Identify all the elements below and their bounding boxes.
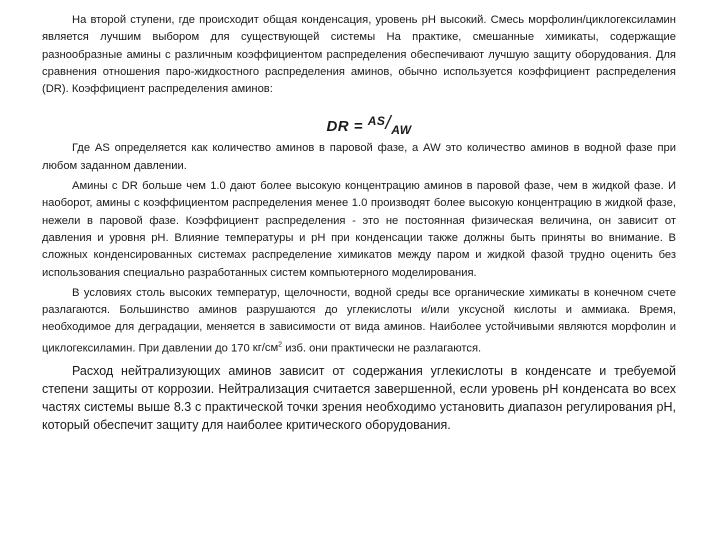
paragraph-definitions: Где AS определяется как количество аминов в паровой фазе, а AW это количество аминов в водной фазе при любом заданном давлении. <box>42 142 676 172</box>
paragraph-degradation-end: изб. они практически не разлагаются. <box>285 342 482 355</box>
paragraph-degradation <box>42 285 676 358</box>
formula-lhs: DR <box>326 118 350 136</box>
formula-numerator: AS <box>367 114 386 129</box>
paragraph-degradation-main: В условиях столь высоких температур, щелочности, водной среды все органические химикаты в конечном счете разлагаются. Большинство аминов разрушаются до углекислоты и/или уксусной кислоты и аммиака. Время, необходимое для деградации, меняется в зависимости от вида аминов. Наиболее устойчивыми являются морфолин и циклогексиламин. При давлении до 170 <box>42 286 676 355</box>
paragraph-dr-explanation: Амины с DR больше чем 1.0 дают более высокую концентрацию аминов в паровой фазе, чем в жидкой фазе. И наоборот, амины с коэффициентом распределения менее 1.0 производят более высокую концентрацию в жидкой фазе, нежели в паровой фазе. Коэффициент распределения - это не постоянная физическая величина, он зависит от давления и уровня pH. Влияние температуры и pH при конденсации также должны быть приняты во внимание. В сложных конденсированных системах распределение химикатов между паром и жидкой фазой трудно оценить без использования специально разработанных систем компьютерного моделирования. <box>42 180 676 279</box>
pressure-unit: $кг/см^2$ <box>252 341 283 355</box>
paragraph-neutralization: Расход нейтрализующих аминов зависит от содержания углекислоты в конденсате и требуемой степени защиты от коррозии. Нейтрализация считается завершенной, если уровень pH конденсата во всех частях системы выше 8.3 с практической точки зрения необходимо установить диапазон регулирования pH, который обеспечит защиту для наиболее критического оборудования. <box>42 363 676 433</box>
formula-slash: / <box>385 113 392 135</box>
formula-equals: = <box>353 118 364 136</box>
formula-denominator: AW <box>391 123 412 138</box>
paragraph-intro: На второй ступени, где происходит общая конденсация, уровень pH высокий. Смесь морфолин/циклогексиламин является лучшим выбором для существующей системы На практике, смешанные химикаты, содержащие разнообразные амины с различным коэффициентом распределения обеспечивают лучшую защиту оборудования. Для сравнения отношения паро-жидкостного распределения аминов, обычно используется коэффициент распределения (DR). Коэффициент распределения аминов: <box>42 14 676 96</box>
document-page <box>42 12 676 435</box>
distribution-coefficient-formula <box>42 108 676 138</box>
